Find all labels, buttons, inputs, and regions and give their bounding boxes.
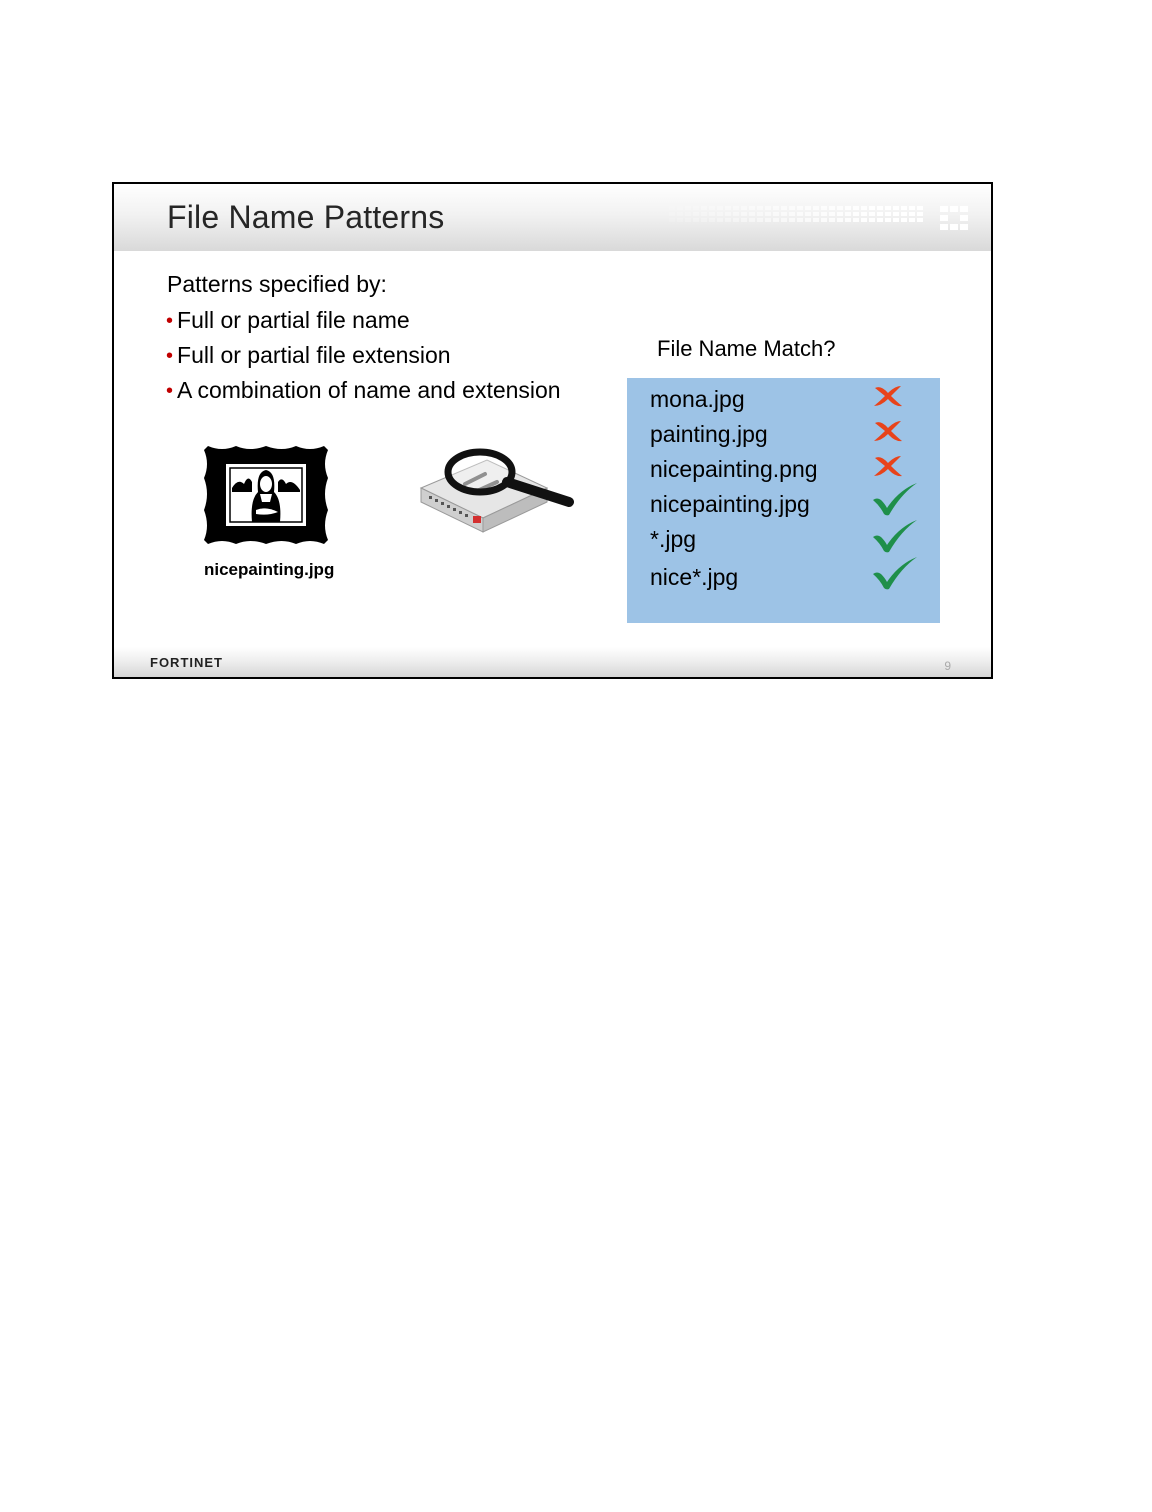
framed-painting-image	[202, 444, 330, 546]
bullet-icon: •	[166, 345, 174, 367]
bullet-item	[166, 373, 561, 408]
checkmark-icon	[871, 519, 919, 553]
match-row-pattern: nice*.jpg	[650, 564, 739, 590]
slide-footer	[114, 647, 991, 677]
bullet-icon: •	[166, 310, 174, 332]
cross-icon	[871, 453, 905, 479]
cross-icon	[871, 418, 905, 444]
match-heading: File Name Match?	[657, 336, 836, 361]
bullet-item	[166, 338, 561, 373]
match-row-pattern: nicepainting.png	[650, 456, 818, 482]
bullet-text: Full or partial file name	[177, 307, 410, 333]
slide-title: File Name Patterns	[167, 199, 445, 235]
match-table	[627, 378, 940, 623]
slide	[112, 182, 993, 679]
match-row-pattern: nicepainting.jpg	[650, 491, 810, 517]
bullet-text: A combination of name and extension	[177, 377, 561, 403]
fortinet-mark-icon	[940, 206, 968, 230]
intro-text: Patterns specified by:	[167, 271, 387, 297]
bullet-icon: •	[166, 380, 174, 402]
header-dot-pattern	[669, 204, 929, 228]
page-number: 9	[944, 659, 951, 673]
bullet-text: Full or partial file extension	[177, 342, 451, 368]
checkmark-icon	[871, 482, 919, 516]
painting-caption: nicepainting.jpg	[204, 560, 335, 579]
cross-icon	[871, 383, 905, 409]
checkmark-icon	[871, 556, 919, 590]
match-row-pattern: painting.jpg	[650, 421, 768, 447]
match-row-pattern: *.jpg	[650, 526, 697, 552]
appliance-magnifier-image	[417, 444, 577, 534]
match-row-pattern: mona.jpg	[650, 386, 745, 412]
fortinet-logo: FORTINET	[150, 655, 223, 670]
bullet-item	[166, 303, 561, 338]
bullet-list	[166, 303, 561, 408]
slide-header	[114, 184, 991, 251]
